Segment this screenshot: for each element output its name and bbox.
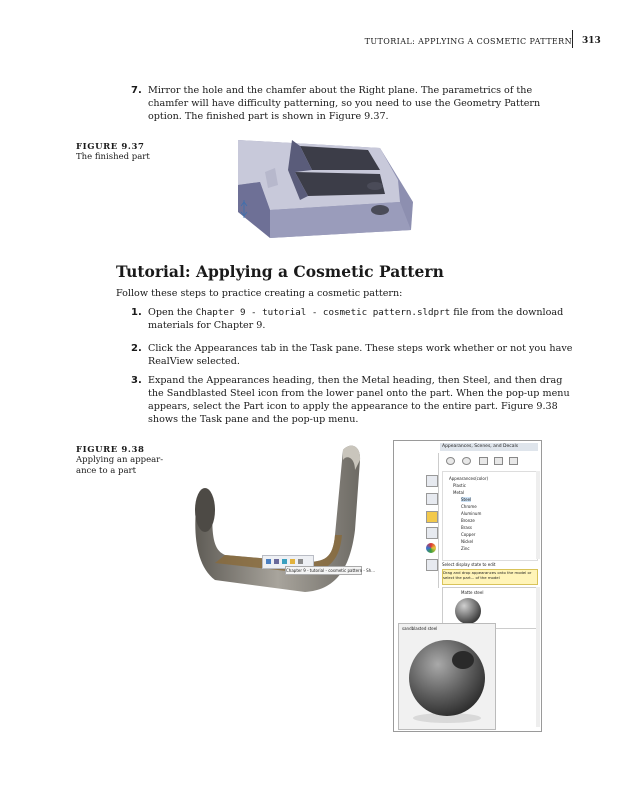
tree-item[interactable]: Aluminum xyxy=(461,511,482,516)
options-icon[interactable] xyxy=(509,457,518,465)
tree-item[interactable]: Metal xyxy=(453,490,465,495)
sandblasted-steel-sphere xyxy=(403,634,491,724)
tree-item[interactable]: Brass xyxy=(461,525,473,530)
tree-item[interactable]: Plastic xyxy=(453,483,466,488)
hole-bottom xyxy=(371,205,389,215)
section-heading: Tutorial: Applying a Cosmetic Pattern xyxy=(116,262,444,281)
step-text: Expand the Appearances heading, then the Metal heading, then Steel, and then drag the Sandblasted Steel icon from the lower panel onto the part. When the pop-up menu appears, select the Part icon to apply the appearance to the entire part. Figure 9.38 shows the Task pane and the pop-up menu. xyxy=(148,375,570,425)
home-tab-icon[interactable] xyxy=(426,475,438,487)
tree-item[interactable]: Zinc xyxy=(461,546,470,551)
tutorial-intro: Follow these steps to practice creating a cosmetic pattern: xyxy=(116,288,403,299)
figure-caption-line: Applying an appear- xyxy=(76,455,164,465)
step-7 xyxy=(131,84,568,123)
step-3 xyxy=(131,374,576,426)
hint-title: Select display state to edit xyxy=(442,562,496,567)
step-number: 7. xyxy=(131,85,142,96)
explorer-tab-icon[interactable] xyxy=(426,527,438,539)
finished-part-image xyxy=(230,140,415,240)
step-2 xyxy=(131,342,573,368)
step-text-suffix: file from the download materials for Chapter 9. xyxy=(148,307,564,331)
figure-938-caption xyxy=(76,445,171,477)
figure-caption: The finished part xyxy=(76,152,150,162)
appearances-tree xyxy=(442,471,538,561)
pane-title: Appearances, Scenes, and Decals xyxy=(440,443,538,451)
lower-scrollbar[interactable] xyxy=(536,587,540,727)
tree-item[interactable]: Chrome xyxy=(461,504,477,509)
task-pane-tabs xyxy=(396,453,439,588)
forward-icon[interactable] xyxy=(462,457,471,465)
part-icon[interactable] xyxy=(290,559,295,564)
step-1 xyxy=(131,306,580,332)
step-text: Click the Appearances tab in the Task pane. These steps work whether or not you have RealView selected. xyxy=(148,343,573,367)
popup-tooltip: Chapter 9 - tutorial - cosmetic pattern - Sh... xyxy=(286,568,376,573)
task-pane xyxy=(393,440,542,732)
step-number: 3. xyxy=(131,375,142,386)
tree-item[interactable]: Bronze xyxy=(461,518,475,523)
properties-tab-icon[interactable] xyxy=(426,559,438,571)
figure-label: FIGURE 9.38 xyxy=(76,445,145,455)
body-icon[interactable] xyxy=(282,559,287,564)
tree-scrollbar[interactable] xyxy=(536,471,540,559)
appearances-tab-icon[interactable] xyxy=(426,543,436,553)
tree-item[interactable]: Copper xyxy=(461,532,476,537)
step-text: Mirror the hole and the chamfer about the Right plane. The parametrics of the chamfer will have difficulty patterning, so you need to use the Geometry Pattern option. The finished part is shown in Figure 9.37. xyxy=(148,85,541,122)
steel-swatch[interactable] xyxy=(455,598,481,624)
preview-label: sandblasted steel xyxy=(402,626,438,631)
file-name: Chapter 9 - tutorial - cosmetic pattern.sldprt xyxy=(195,307,451,318)
hint-box: Drag and drop appearances onto the model or select the part... of the model xyxy=(442,569,538,585)
drag-preview xyxy=(398,623,496,730)
tree-item[interactable]: Nickel xyxy=(461,539,474,544)
up-icon[interactable] xyxy=(479,457,488,465)
figure-caption-line: ance to a part xyxy=(76,466,137,476)
running-header-title: TUTORIAL: APPLYING A COSMETIC PATTERN xyxy=(364,37,572,46)
figure-label: FIGURE 9.37 xyxy=(76,142,145,152)
feature-icon[interactable] xyxy=(274,559,279,564)
back-icon[interactable] xyxy=(446,457,455,465)
figure-937-caption xyxy=(76,142,166,163)
tree-item-selected[interactable]: Steel xyxy=(461,497,472,502)
face-icon[interactable] xyxy=(266,559,271,564)
refresh-icon[interactable] xyxy=(494,457,503,465)
cancel-icon[interactable] xyxy=(298,559,303,564)
tree-item[interactable]: Appearances(color) xyxy=(449,476,489,481)
page-number: 313 xyxy=(582,36,601,46)
hole-top xyxy=(367,182,383,190)
library-tab-icon[interactable] xyxy=(426,511,438,523)
swatch-label: Matte steel xyxy=(461,590,484,595)
step-number: 2. xyxy=(131,343,142,354)
resources-tab-icon[interactable] xyxy=(426,493,438,505)
step-number: 1. xyxy=(131,307,142,318)
header-divider xyxy=(572,30,573,48)
step-text-prefix: Open the xyxy=(148,307,196,318)
